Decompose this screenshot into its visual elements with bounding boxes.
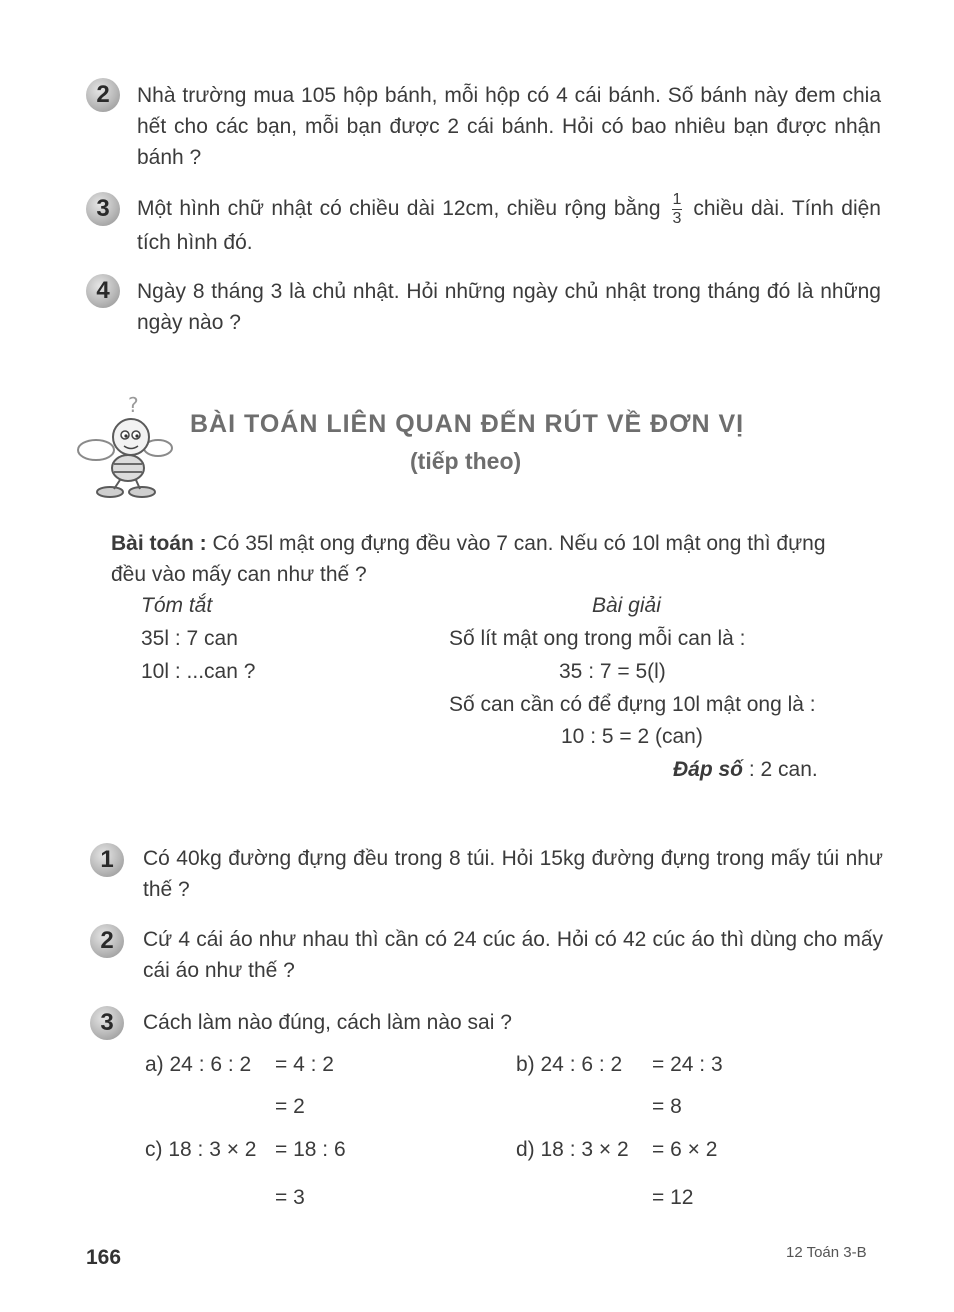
- calc-expression: c) 18 : 3 × 2: [145, 1138, 257, 1161]
- exercise-number-badge: 3: [90, 1006, 124, 1040]
- page-number: 166: [86, 1246, 122, 1269]
- exercise-number-badge: 2: [90, 924, 124, 958]
- problem-number-badge: 4: [86, 274, 120, 308]
- calc-step: = 8: [652, 1095, 682, 1118]
- example-problem: [111, 528, 841, 590]
- example-label: Bài toán :: [111, 532, 207, 555]
- summary-line: 35l : 7 can: [141, 627, 238, 650]
- solution-line: Số lít mật ong trong mỗi can là :: [449, 627, 746, 650]
- problem-text: Ngày 8 tháng 3 là chủ nhật. Hỏi những ngày chủ nhật trong tháng đó là những ngày nào ?: [137, 280, 881, 334]
- calc-step: = 6 × 2: [652, 1138, 718, 1161]
- problem-text: Một hình chữ nhật có chiều dài 12cm, chiều rộng bằng $\frac{1}{3}$ chiều dài. Tính diện tích hình đó.: [137, 191, 881, 254]
- calc-expression: d) 18 : 3 × 2: [516, 1138, 629, 1161]
- bee-mascot-icon: [76, 392, 176, 504]
- exercise-text: Cách làm nào đúng, cách làm nào sai ?: [143, 1011, 512, 1034]
- solution-calc: 35 : 7 = 5(l): [559, 660, 666, 683]
- calc-step: = 4 : 2: [275, 1053, 334, 1076]
- calc-expression: b) 24 : 6 : 2: [516, 1053, 623, 1076]
- book-reference: 12 Toán 3-B: [786, 1244, 867, 1261]
- svg-text:?: ?: [128, 393, 139, 417]
- calc-expression: a) 24 : 6 : 2: [145, 1053, 252, 1076]
- answer-label: Đáp số: [673, 758, 744, 781]
- fraction: $\frac{1}{3}$: [672, 191, 682, 227]
- summary-line: 10l : ...can ?: [141, 660, 256, 683]
- problem-number-badge: 3: [86, 192, 120, 226]
- solution-calc: 10 : 5 = 2 (can): [561, 725, 703, 748]
- summary-heading: Tóm tắt: [141, 594, 213, 617]
- calc-step: = 12: [652, 1186, 694, 1209]
- exercise-text: Cứ 4 cái áo như nhau thì cần có 24 cúc áo. Hỏi có 42 cúc áo thì dùng cho mấy cái áo như thế ?: [143, 928, 883, 982]
- answer-line: [673, 754, 818, 785]
- calc-step: = 18 : 6: [275, 1138, 346, 1161]
- calc-step: = 3: [275, 1186, 305, 1209]
- calc-step: = 2: [275, 1095, 305, 1118]
- problem-number-badge: 2: [86, 78, 120, 112]
- exercise-text: Có 40kg đường đựng đều trong 8 túi. Hỏi 15kg đường đựng trong mấy túi như thế ?: [143, 847, 883, 901]
- answer-value: : 2 can.: [748, 758, 818, 781]
- problem-text: Nhà trường mua 105 hộp bánh, mỗi hộp có 4 cái bánh. Số bánh này đem chia hết cho các bạn, mỗi bạn được 2 cái bánh. Hỏi có bao nhiêu bạn được nhận bánh ?: [137, 84, 881, 169]
- example-text: Có 35l mật ong đựng đều vào 7 can. Nếu có 10l mật ong thì đựng đều vào mấy can như thế ?: [111, 532, 826, 586]
- solution-heading: Bài giải: [592, 594, 661, 617]
- solution-line: Số can cần có để đựng 10l mật ong là :: [449, 693, 816, 716]
- calc-step: = 24 : 3: [652, 1053, 723, 1076]
- exercise-number-badge: 1: [90, 843, 124, 877]
- lesson-title: BÀI TOÁN LIÊN QUAN ĐẾN RÚT VỀ ĐƠN VỊ: [190, 410, 745, 438]
- lesson-subtitle: (tiếp theo): [410, 448, 522, 474]
